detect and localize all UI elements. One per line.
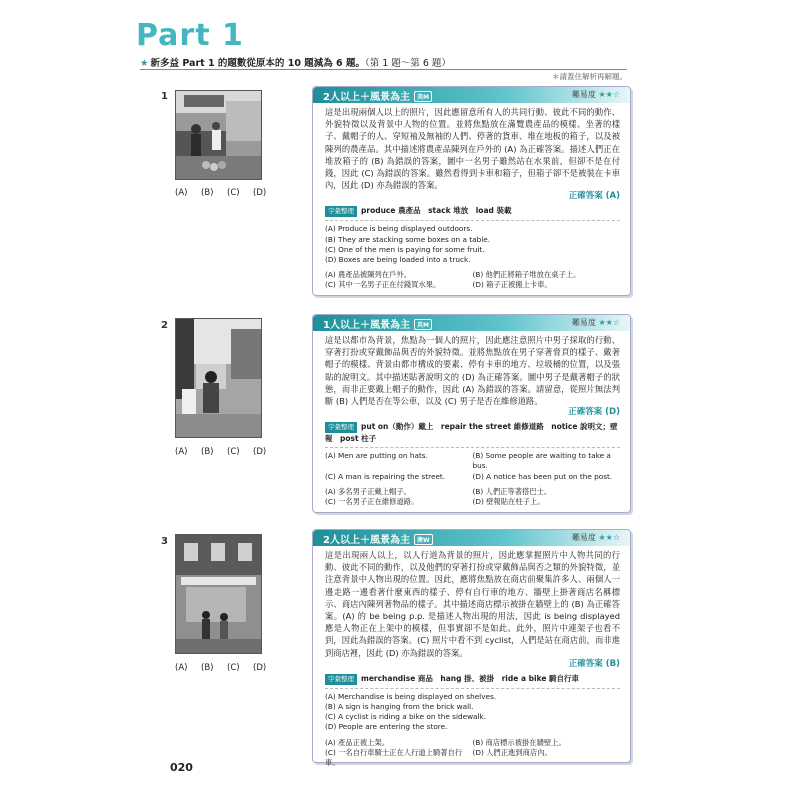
vocab-section bbox=[325, 673, 620, 685]
question-number: 2 bbox=[161, 320, 168, 331]
explanation-text: 這是出現兩個人以上的照片，因此應留意所有人的共同行動、彼此不同的動作、外貌特徵以及背景中人物的位置。並將焦點放在滿覽農產品的模樣、坐著的樣子、戴帽子的人、穿短袖及無袖的人們、停著的貨車、堆在地板的箱子，以及被陳列的農產品。其中描述將農產品陳列在戶外的 (A) 為正確答案。描述人們正在堆放箱子的 (B) 為錯誤的答案，圖中一名男子雖然站在水果前，但卻不是在付錢，因此 (C) 為錯誤的答案。雖然看得到卡車和箱子，但箱子卻不是被裝在卡車內，因此 (D) 亦為錯誤的答案。 bbox=[325, 107, 620, 191]
option-item: (A) Merchandise is being displayed on shelves. bbox=[325, 691, 497, 701]
category-label: 2人以上＋風景為主 美M bbox=[323, 88, 432, 103]
category-label: 2人以上＋風景為主 澳W bbox=[323, 531, 433, 546]
option-list bbox=[325, 224, 620, 265]
correct-answer: 正確答案 (A) bbox=[568, 191, 620, 202]
translation-item: (A) 產品正被上架。 bbox=[325, 737, 390, 747]
choice-a[interactable]: (A) bbox=[175, 188, 188, 198]
vocab-label: 字彙整理 bbox=[325, 422, 357, 433]
vocab-label: 字彙整理 bbox=[325, 206, 357, 217]
divider bbox=[140, 69, 627, 70]
question-photo-street bbox=[175, 318, 262, 438]
card-header bbox=[313, 87, 630, 103]
speaker-tag: 英M bbox=[414, 319, 432, 330]
answer-choices bbox=[175, 663, 269, 673]
intro-text: 新多益 Part 1 的題數從原本的 10 題減為 6 題。 bbox=[150, 58, 365, 69]
correct-answer: 正確答案 (D) bbox=[568, 407, 620, 418]
difficulty: 難易度 ★★☆ bbox=[571, 90, 620, 99]
explanation-text: 這是出現兩人以上，以人行道為背景的照片，因此應掌握照片中人物共同的行動、彼此不同的動作，以及他們的穿著打扮或穿戴飾品與否之類的外貌特徵，並注意背景中人物出現的位置。因此，應將焦點放在商店前聚集許多人、兩個人一邊走路一邊看著什麼東西的樣子、停有自行車的地方、牆壁上掛著商店名稱標示、商店內陳列著物品的樣子。其中描述商店標示被掛在牆壁上的 (B) 為正確答案。(A) 的 be being p.p. 是描述人物出現的用法，因此 is being displayed 應是人物正在上架中的模樣，但事實卻不是如此。此外，照片中連架子也看不到，因此為錯誤的答案。(C) 照片中看不到 cyclist，人們是站在商店前，而非進到商店裡，因此 (D) 亦為錯誤的答案。 bbox=[325, 550, 620, 658]
option-item: (D) People are entering the store. bbox=[325, 722, 448, 732]
choice-d[interactable]: (D) bbox=[253, 447, 267, 457]
correct-answer: 正確答案 (B) bbox=[568, 658, 620, 669]
choice-c[interactable]: (C) bbox=[227, 188, 240, 198]
option-item: (A) Men are putting on hats. bbox=[325, 451, 428, 461]
card-header bbox=[313, 315, 630, 331]
translation-item: (B) 他們正將箱子堆放在桌子上。 bbox=[472, 270, 581, 280]
speaker-tag: 美M bbox=[414, 91, 432, 102]
choice-b[interactable]: (B) bbox=[201, 447, 214, 457]
page-title: Part 1 bbox=[136, 18, 244, 53]
translation-item: (A) 農產品被陳列在戶外。 bbox=[325, 270, 411, 280]
intro-line bbox=[140, 55, 451, 69]
vocab-label: 字彙整理 bbox=[325, 674, 357, 685]
explanation-card bbox=[312, 314, 631, 513]
divider bbox=[325, 447, 620, 448]
translation-item: (C) 一名自行車騎士正在人行道上騎著自行車。 bbox=[325, 747, 463, 768]
difficulty-stars: ★★☆ bbox=[598, 533, 620, 542]
choice-a[interactable]: (A) bbox=[175, 447, 188, 457]
choice-b[interactable]: (B) bbox=[201, 663, 214, 673]
difficulty-stars: ★★☆ bbox=[598, 318, 620, 327]
divider bbox=[325, 688, 620, 689]
translation-item: (A) 多名男子正戴上帽子。 bbox=[325, 486, 411, 496]
option-list bbox=[325, 451, 620, 482]
vocab-section bbox=[325, 421, 620, 444]
divider bbox=[325, 220, 620, 221]
answer-choices bbox=[175, 447, 269, 457]
option-item: (C) One of the men is paying for some fruit. bbox=[325, 244, 485, 254]
translation-list bbox=[325, 738, 620, 769]
translation-list bbox=[325, 270, 620, 290]
choice-c[interactable]: (C) bbox=[227, 447, 240, 457]
translation-item: (D) 箱子正被搬上卡車。 bbox=[472, 280, 552, 290]
option-item: (C) A man is repairing the street. bbox=[325, 471, 446, 481]
choice-b[interactable]: (B) bbox=[201, 188, 214, 198]
question-number: 3 bbox=[161, 536, 168, 547]
choice-d[interactable]: (D) bbox=[253, 663, 267, 673]
explanation-card bbox=[312, 86, 631, 296]
question-number: 1 bbox=[161, 91, 168, 102]
choice-c[interactable]: (C) bbox=[227, 663, 240, 673]
vocab-list: produce 農產品 stack 堆放 load 裝載 bbox=[361, 206, 512, 216]
question-photo-storefront bbox=[175, 534, 262, 654]
translation-item: (B) 商店標示被掛在牆壁上。 bbox=[472, 737, 566, 747]
speaker-tag: 澳W bbox=[414, 534, 433, 545]
difficulty-stars: ★★☆ bbox=[598, 90, 620, 99]
explanation-card bbox=[312, 529, 631, 768]
page-number: 020 bbox=[170, 761, 193, 774]
translation-item: (C) 其中一名男子正在付錢買水果。 bbox=[325, 280, 441, 290]
translation-item: (B) 人們正等著搭巴士。 bbox=[472, 486, 552, 496]
choice-a[interactable]: (A) bbox=[175, 663, 188, 673]
card-header bbox=[313, 530, 630, 546]
option-item: (B) They are stacking some boxes on a table. bbox=[325, 234, 491, 244]
translation-item: (D) 人們正進到商店內。 bbox=[472, 747, 552, 757]
choice-d[interactable]: (D) bbox=[253, 188, 267, 198]
option-list bbox=[325, 692, 620, 733]
intro-range: （第 1 題～第 6 題） bbox=[364, 58, 451, 69]
option-item: (B) Some people are waiting to take a bus. bbox=[472, 451, 611, 471]
category-label: 1人以上＋風景為主 英M bbox=[323, 316, 432, 331]
question-photo-market bbox=[175, 90, 262, 180]
difficulty: 難易度 ★★☆ bbox=[571, 318, 620, 327]
option-item: (D) Boxes are being loaded into a truck. bbox=[325, 255, 471, 265]
vocab-section bbox=[325, 205, 620, 217]
answer-choices bbox=[175, 188, 269, 198]
option-item: (B) A sign is hanging from the brick wall. bbox=[325, 702, 474, 712]
difficulty: 難易度 ★★☆ bbox=[571, 533, 620, 542]
option-item: (D) A notice has been put on the post. bbox=[472, 471, 613, 481]
vocab-list: merchandise 商品 hang 掛、被掛 ride a bike 騎自行車 bbox=[361, 673, 580, 683]
translation-item: (C) 一名男子正在維修道路。 bbox=[325, 497, 419, 507]
vocab-list: put on（動作）戴上 repair the street 維修道路 notice 說明文；壁報 post 柱子 bbox=[325, 422, 618, 444]
option-item: (C) A cyclist is riding a bike on the sidewalk. bbox=[325, 712, 487, 722]
option-item: (A) Produce is being displayed outdoors. bbox=[325, 224, 473, 234]
translation-item: (D) 壁報貼在柱子上。 bbox=[472, 497, 545, 507]
translation-list bbox=[325, 487, 620, 507]
explanation-text: 這是以都市為背景，焦點為一個人的照片，因此應注意照片中男子採取的行動、穿著打扮或穿戴飾品與否的外貌特徵。並將焦點放在男子穿著脅頁的樣子、戴著帽子的模樣、背景由都市構成的要素、停有卡車的地方、垃圾桶的位置，以及張貼的說明文。其中描述貼著說明文的 (D) 為正確答案。圖中男子是戴著帽子的狀態，而非正要戴上帽子的動作，因此 (A) 為錯誤的答案。請留意，從照片無法判斷 (B) 人們是否在等公車，以及 (C) 男子是否在維修道路。 bbox=[325, 335, 620, 407]
cover-note: ＊請蓋住解析再解題。 bbox=[552, 72, 627, 81]
star-icon: ★ bbox=[140, 58, 149, 69]
